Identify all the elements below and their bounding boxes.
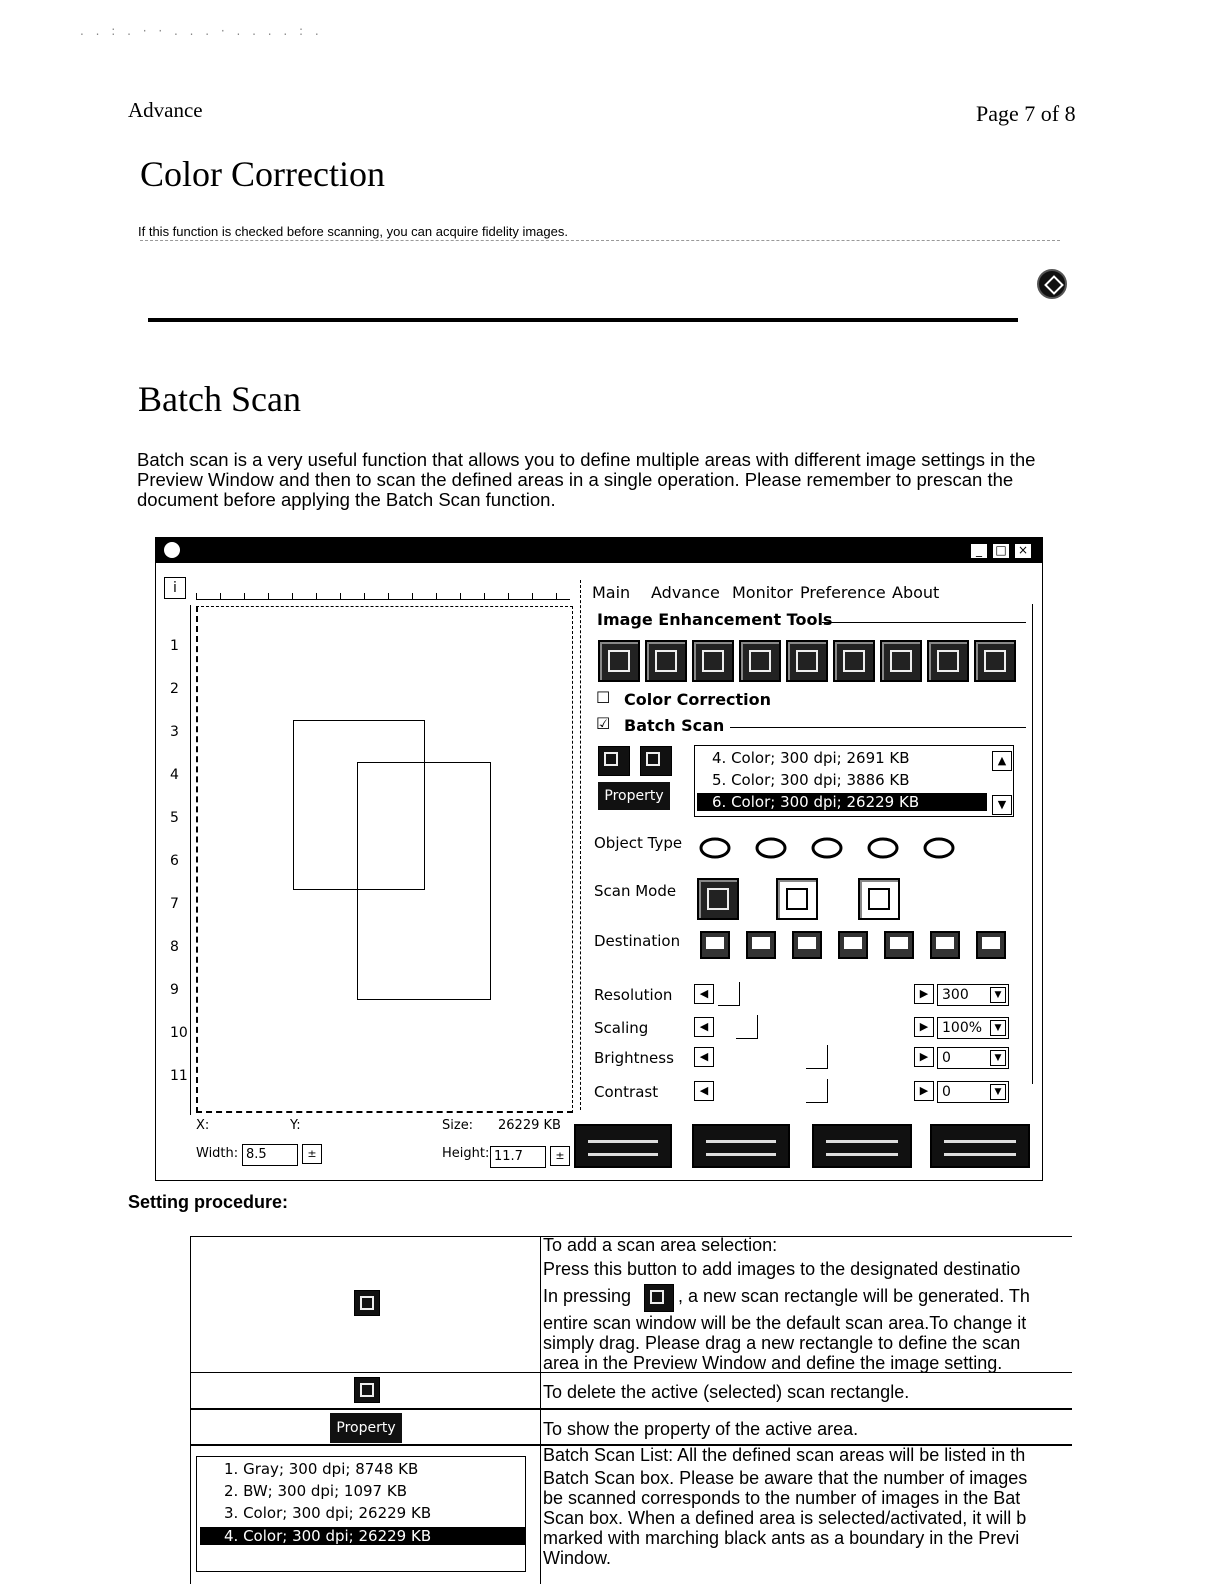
color-mode-button[interactable] xyxy=(697,878,739,920)
add-scan-area-inline-icon xyxy=(644,1284,674,1312)
image-enhancement-label: Image Enhancement Tools xyxy=(597,610,833,629)
tool-icon xyxy=(749,650,771,672)
object-type-glyph-icon xyxy=(808,828,846,866)
bw-mode-button[interactable] xyxy=(858,878,900,920)
destination-icon[interactable] xyxy=(696,924,734,962)
brightness-label: Brightness xyxy=(594,1049,674,1067)
scaling-combo[interactable] xyxy=(937,1017,1009,1039)
row4-line: Batch Scan box. Please be aware that the number of images xyxy=(543,1468,1028,1488)
object-type-label: Object Type xyxy=(594,834,683,852)
section-divider xyxy=(148,318,1018,322)
color-correction-title: Color Correction xyxy=(140,154,385,194)
enhancement-tool-button[interactable] xyxy=(786,640,828,682)
object-type-glyph-icon xyxy=(752,828,790,866)
chevron-down-icon: ▼ xyxy=(990,1050,1006,1066)
row2-text: To delete the active (selected) scan rectangle. xyxy=(543,1382,910,1402)
destination-label: Destination xyxy=(594,932,681,950)
width-label: Width: xyxy=(196,1146,239,1161)
list-item-selected: 4. Color; 300 dpi; 26229 KB xyxy=(200,1527,526,1545)
enhancement-tool-button[interactable] xyxy=(692,640,734,682)
enhancement-tool-button[interactable] xyxy=(645,640,687,682)
tab-advance[interactable]: Advance xyxy=(651,583,720,602)
chevron-down-icon: ▼ xyxy=(990,1020,1006,1036)
brightness-combo[interactable] xyxy=(937,1047,1009,1069)
tab-about[interactable]: About xyxy=(892,583,940,602)
enhancement-tool-button[interactable] xyxy=(598,640,640,682)
slider-left-arrow[interactable]: ◀ xyxy=(694,1047,714,1067)
panel-separator xyxy=(580,580,581,1110)
slider-left-arrow[interactable]: ◀ xyxy=(694,1081,714,1101)
chevron-down-icon: ▼ xyxy=(990,987,1006,1003)
enhancement-tool-button[interactable] xyxy=(927,640,969,682)
slider-left-arrow[interactable]: ◀ xyxy=(694,1017,714,1037)
slider-right-arrow[interactable]: ▶ xyxy=(914,1017,934,1037)
height-spinner[interactable]: ± xyxy=(550,1146,570,1166)
tool-icon xyxy=(655,650,677,672)
maximize-button[interactable]: □ xyxy=(992,543,1010,559)
minimize-button[interactable]: _ xyxy=(970,543,988,559)
list-scroll-up[interactable]: ▲ xyxy=(992,751,1012,771)
ruler-number: 4 xyxy=(170,767,179,783)
enhancement-tool-button[interactable] xyxy=(974,640,1016,682)
header-section-label: Advance xyxy=(128,98,203,122)
width-spinner[interactable]: ± xyxy=(302,1144,322,1164)
row1-line: area in the Preview Window and define the image setting. xyxy=(543,1353,1003,1373)
height-field[interactable]: 11.7 xyxy=(490,1146,546,1168)
enhancement-tool-button[interactable] xyxy=(739,640,781,682)
combo-value: 0 xyxy=(942,1050,951,1066)
batch-scan-title: Batch Scan xyxy=(138,379,301,419)
scaling-label: Scaling xyxy=(594,1019,649,1037)
row4-line: Scan box. When a defined area is selected/activated, it will b xyxy=(543,1508,1027,1528)
destination-glyph-icon xyxy=(742,924,780,964)
batch-scan-checkbox-label: Batch Scan xyxy=(624,716,725,735)
tool-icon xyxy=(796,650,818,672)
horizontal-ruler xyxy=(196,585,570,600)
page-number: Page 7 of 8 xyxy=(976,101,1076,126)
chevron-down-icon: ▼ xyxy=(990,1084,1006,1100)
scan-noise: . . : . · · . . . · . . . . : . xyxy=(80,24,323,38)
delete-scan-area-button[interactable] xyxy=(640,746,672,776)
tool-icon xyxy=(702,650,724,672)
row4-line: be scanned corresponds to the number of images in the Bat xyxy=(543,1488,1021,1508)
scan-mode-label: Scan Mode xyxy=(594,882,677,900)
object-type-glyph-icon xyxy=(920,828,958,866)
object-type-icon[interactable] xyxy=(752,828,790,866)
add-scan-area-icon xyxy=(354,1290,380,1316)
list-item-selected[interactable]: 6. Color; 300 dpi; 26229 KB xyxy=(697,793,987,811)
slider-right-arrow[interactable]: ▶ xyxy=(914,1047,934,1067)
ruler-number: 5 xyxy=(170,810,179,826)
scan-rectangle[interactable] xyxy=(357,762,491,1000)
ruler-number: 10 xyxy=(170,1025,188,1041)
list-item: 1. Gray; 300 dpi; 8748 KB xyxy=(224,1460,419,1478)
destination-icon[interactable] xyxy=(834,924,872,962)
combo-value: 100% xyxy=(942,1020,983,1036)
table-rule xyxy=(540,1236,541,1584)
table-rule xyxy=(190,1236,191,1584)
home-icon[interactable] xyxy=(1037,269,1067,299)
slider-right-arrow[interactable]: ▶ xyxy=(914,984,934,1004)
list-item: 2. BW; 300 dpi; 1097 KB xyxy=(224,1482,407,1500)
tool-icon xyxy=(984,650,1006,672)
group-rule xyxy=(822,622,1026,623)
group-rule xyxy=(730,727,1026,728)
slider-right-arrow[interactable]: ▶ xyxy=(914,1081,934,1101)
delete-scan-area-icon xyxy=(354,1377,380,1403)
destination-glyph-icon xyxy=(788,924,826,964)
object-type-glyph-icon xyxy=(864,828,902,866)
batch-scan-description: Batch scan is a very useful function that allows you to define multiple areas with different image settings in the Preview Window and then to scan the defined areas in a single operation. Please remember to prescan the document before applying the Batch Scan function. xyxy=(137,449,1036,510)
tab-monitor[interactable]: Monitor xyxy=(732,583,793,602)
destination-icon[interactable] xyxy=(742,924,780,962)
divider xyxy=(140,240,1060,241)
row1-line: entire scan window will be the default scan area.To change it xyxy=(543,1313,1027,1333)
batch-scan-checkbox[interactable]: ☑ xyxy=(596,714,611,733)
ruler-info-button[interactable]: i xyxy=(164,577,186,599)
prescan-button[interactable] xyxy=(574,1124,672,1168)
width-field[interactable]: 8.5 xyxy=(242,1144,298,1166)
contrast-slider-thumb[interactable] xyxy=(806,1079,828,1103)
enhancement-tool-button[interactable] xyxy=(833,640,875,682)
tab-main[interactable]: Main xyxy=(592,583,631,602)
destination-icon[interactable] xyxy=(880,924,918,962)
ruler-number: 6 xyxy=(170,853,179,869)
resolution-slider-thumb[interactable] xyxy=(718,982,740,1006)
ruler-number: 7 xyxy=(170,896,179,912)
row1-line: To add a scan area selection: xyxy=(543,1236,778,1254)
tool-icon xyxy=(843,650,865,672)
destination-glyph-icon xyxy=(696,924,734,964)
tool-icon xyxy=(890,650,912,672)
scan-button[interactable] xyxy=(692,1124,790,1168)
row1-line: , a new scan rectangle will be generated. Th xyxy=(678,1286,1030,1306)
row4-line: Window. xyxy=(543,1548,612,1568)
ruler-number: 9 xyxy=(170,982,179,998)
ruler-number: 2 xyxy=(170,681,179,697)
list-item[interactable]: 5. Color; 300 dpi; 3886 KB xyxy=(712,771,910,789)
list-scroll-down[interactable]: ▼ xyxy=(992,795,1012,815)
resolution-label: Resolution xyxy=(594,986,673,1004)
add-scan-area-button[interactable] xyxy=(598,746,630,776)
tool-icon xyxy=(608,650,630,672)
destination-icon[interactable] xyxy=(926,924,964,962)
destination-icon[interactable] xyxy=(788,924,826,962)
row1-line: simply drag. Please drag a new rectangle to define the scan xyxy=(543,1333,1021,1353)
property-icon: Property xyxy=(330,1413,402,1443)
list-item: 3. Color; 300 dpi; 26229 KB xyxy=(224,1504,432,1522)
ruler-number: 11 xyxy=(170,1068,188,1084)
table-rule xyxy=(190,1408,1072,1410)
row1-line: Press this button to add images to the designated destinatio xyxy=(543,1259,1021,1279)
y-label: Y: xyxy=(290,1118,301,1133)
close-button[interactable]: × xyxy=(1014,543,1032,559)
destination-glyph-icon xyxy=(834,924,872,964)
tab-panel-frame xyxy=(1032,604,1033,1084)
object-type-icon[interactable] xyxy=(696,828,734,866)
object-type-icon[interactable] xyxy=(920,828,958,866)
ruler-number: 8 xyxy=(170,939,179,955)
enhancement-tool-button[interactable] xyxy=(880,640,922,682)
size-value: 26229 KB xyxy=(498,1118,561,1133)
size-label: Size: xyxy=(442,1118,474,1133)
row4-line: marked with marching black ants as a boundary in the Previ xyxy=(543,1528,1020,1548)
combo-value: 300 xyxy=(942,987,969,1003)
destination-glyph-icon xyxy=(880,924,918,964)
resolution-combo[interactable] xyxy=(937,984,1009,1006)
x-label: X: xyxy=(196,1118,210,1133)
destination-glyph-icon xyxy=(972,924,1010,964)
object-type-icon[interactable] xyxy=(864,828,902,866)
gray-mode-button[interactable] xyxy=(776,878,818,920)
row1-line: In pressing xyxy=(543,1286,632,1306)
setting-procedure-title: Setting procedure: xyxy=(128,1192,289,1212)
window-title-bar xyxy=(156,538,1042,563)
brightness-slider-thumb[interactable] xyxy=(806,1045,828,1069)
app-logo-icon xyxy=(164,542,180,558)
color-correction-description: If this function is checked before scanning, you can acquire fidelity images. xyxy=(138,224,568,239)
contrast-label: Contrast xyxy=(594,1083,659,1101)
ruler-number: 3 xyxy=(170,724,179,740)
row3-text: To show the property of the active area. xyxy=(543,1419,859,1439)
property-button[interactable]: Property xyxy=(598,782,670,810)
ruler-number: 1 xyxy=(170,638,179,654)
slider-left-arrow[interactable]: ◀ xyxy=(694,984,714,1004)
color-correction-checkbox[interactable]: ☐ xyxy=(596,688,611,707)
help-button[interactable] xyxy=(812,1124,912,1168)
list-item[interactable]: 4. Color; 300 dpi; 2691 KB xyxy=(712,749,910,767)
height-label: Height: xyxy=(442,1146,490,1161)
object-type-icon[interactable] xyxy=(808,828,846,866)
scaling-slider-thumb[interactable] xyxy=(736,1015,758,1039)
destination-icon[interactable] xyxy=(972,924,1010,962)
combo-value: 0 xyxy=(942,1084,951,1100)
exit-button[interactable] xyxy=(930,1124,1030,1168)
tool-icon xyxy=(937,650,959,672)
object-type-glyph-icon xyxy=(696,828,734,866)
destination-glyph-icon xyxy=(926,924,964,964)
row4-line: Batch Scan List: All the defined scan areas will be listed in th xyxy=(543,1446,1026,1464)
contrast-combo[interactable] xyxy=(937,1081,1009,1103)
tab-preference[interactable]: Preference xyxy=(800,583,886,602)
color-correction-checkbox-label: Color Correction xyxy=(624,690,772,709)
